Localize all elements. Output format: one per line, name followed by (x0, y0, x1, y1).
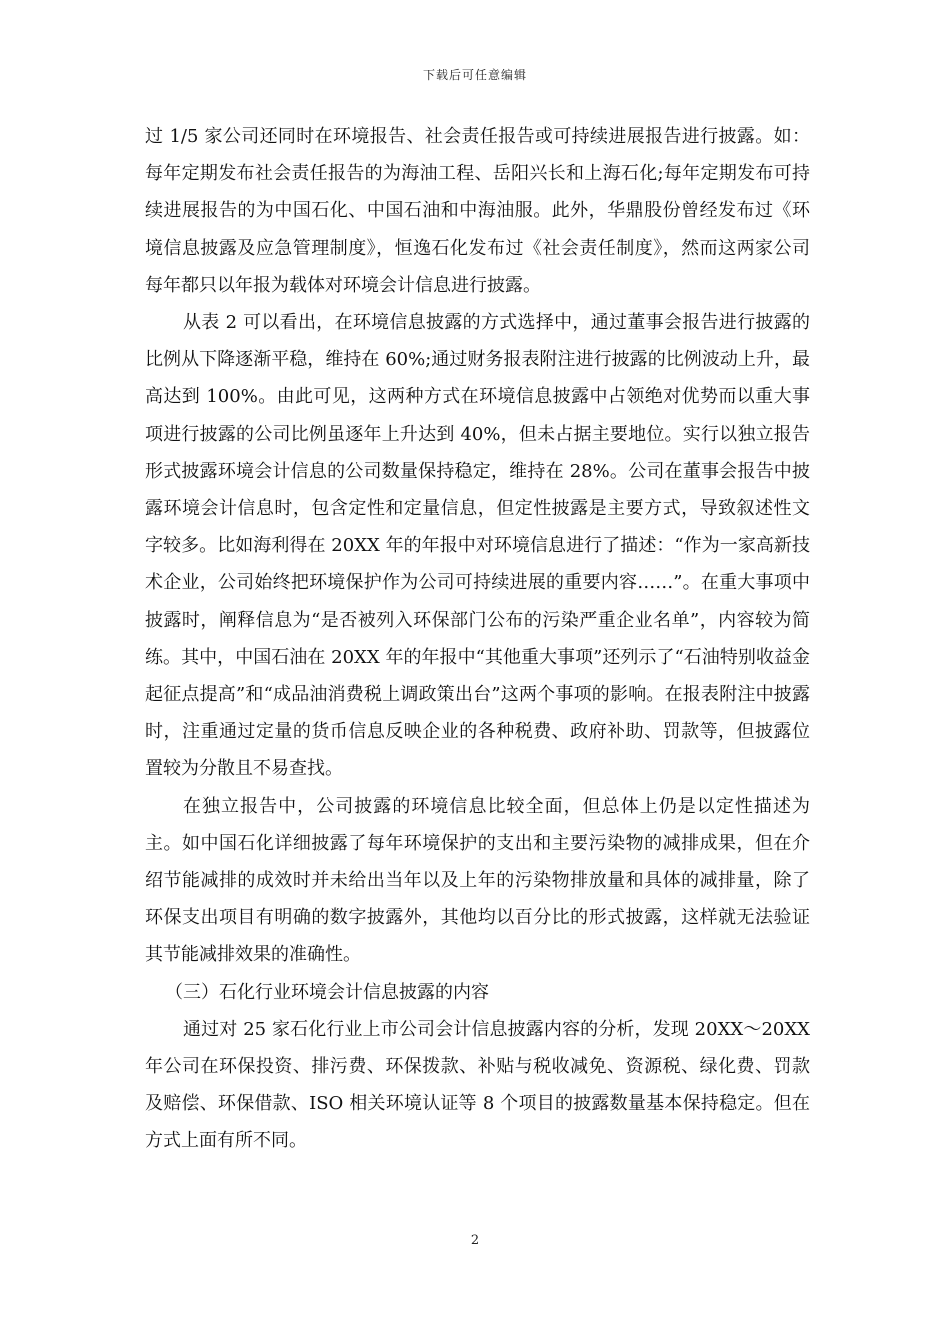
paragraph-continuation: 过 1/5 家公司还同时在环境报告、社会责任报告或可持续进展报告进行披露。如：每年定期发布社会责任报告的为海油工程、岳阳兴长和上海石化;每年定期发布可持续进展报告的为中国石化、中国石油和中海油服。此外，华鼎股份曾经发布过《环境信息披露及应急管理制度》，恒逸石化发布过《社会责任制度》，然而这两家公司每年都只以年报为载体对环境会计信息进行披露。 (145, 126, 810, 296)
section-heading: （三）石化行业环境会计信息披露的内容 (165, 981, 489, 1003)
document-body (145, 118, 810, 1160)
paragraph-independent-reports: 在独立报告中，公司披露的环境信息比较全面，但总体上仍是以定性描述为主。如中国石化详细披露了每年环境保护的支出和主要污染物的减排成果，但在介绍节能减排的成效时并未给出当年以及上年的污染物排放量和具体的减排量，除了环保支出项目有明确的数字披露外，其他均以百分比的形式披露，这样就无法验证其节能减排效果的准确性。 (145, 795, 810, 966)
paragraph-disclosure-content: 通过对 25 家石化行业上市公司会计信息披露内容的分析，发现 20XX～20XX 年公司在环保投资、排污费、环保拨款、补贴与税收减免、资源税、绿化费、罚款及赔偿、环保借款、ISO 相关环境认证等 8 个项目的披露数量基本保持稳定。但在方式上面有所不同。 (145, 1018, 810, 1152)
paragraph-disclosure-methods: 从表 2 可以看出，在环境信息披露的方式选择中，通过董事会报告进行披露的比例从下降逐渐平稳，维持在 60%;通过财务报表附注进行披露的比例波动上升，最高达到 100%。由此可见，这两种方式在环境信息披露中占领绝对优势而以重大事项进行披露的公司比例虽逐年上升达到 40%，但未占据主要地位。实行以独立报告形式披露环境会计信息的公司数量保持稳定，维持在 28%。公司在董事会报告中披露环境会计信息时，包含定性和定量信息，但定性披露是主要方式，导致叙述性文字较多。比如海利得在 20XX 年的年报中对环境信息进行了描述：“作为一家高新技术企业，公司始终把环境保护作为公司可持续进展的重要内容……”。在重大事项中披露时，阐释信息为“是否被列入环保部门公布的污染严重企业名单”，内容较为简练。其中，中国石油在 20XX 年的年报中“其他重大事项”还列示了“石油特别收益金起征点提高”和“成品油消费税上调政策出台”这两个事项的影响。在报表附注中披露时，注重通过定量的货币信息反映企业的各种税费、政府补助、罚款等，但披露位置较为分散且不易查找。 (145, 312, 810, 780)
page-header: 下载后可任意编辑 (422, 68, 527, 82)
page-number: 2 (470, 1233, 480, 1248)
